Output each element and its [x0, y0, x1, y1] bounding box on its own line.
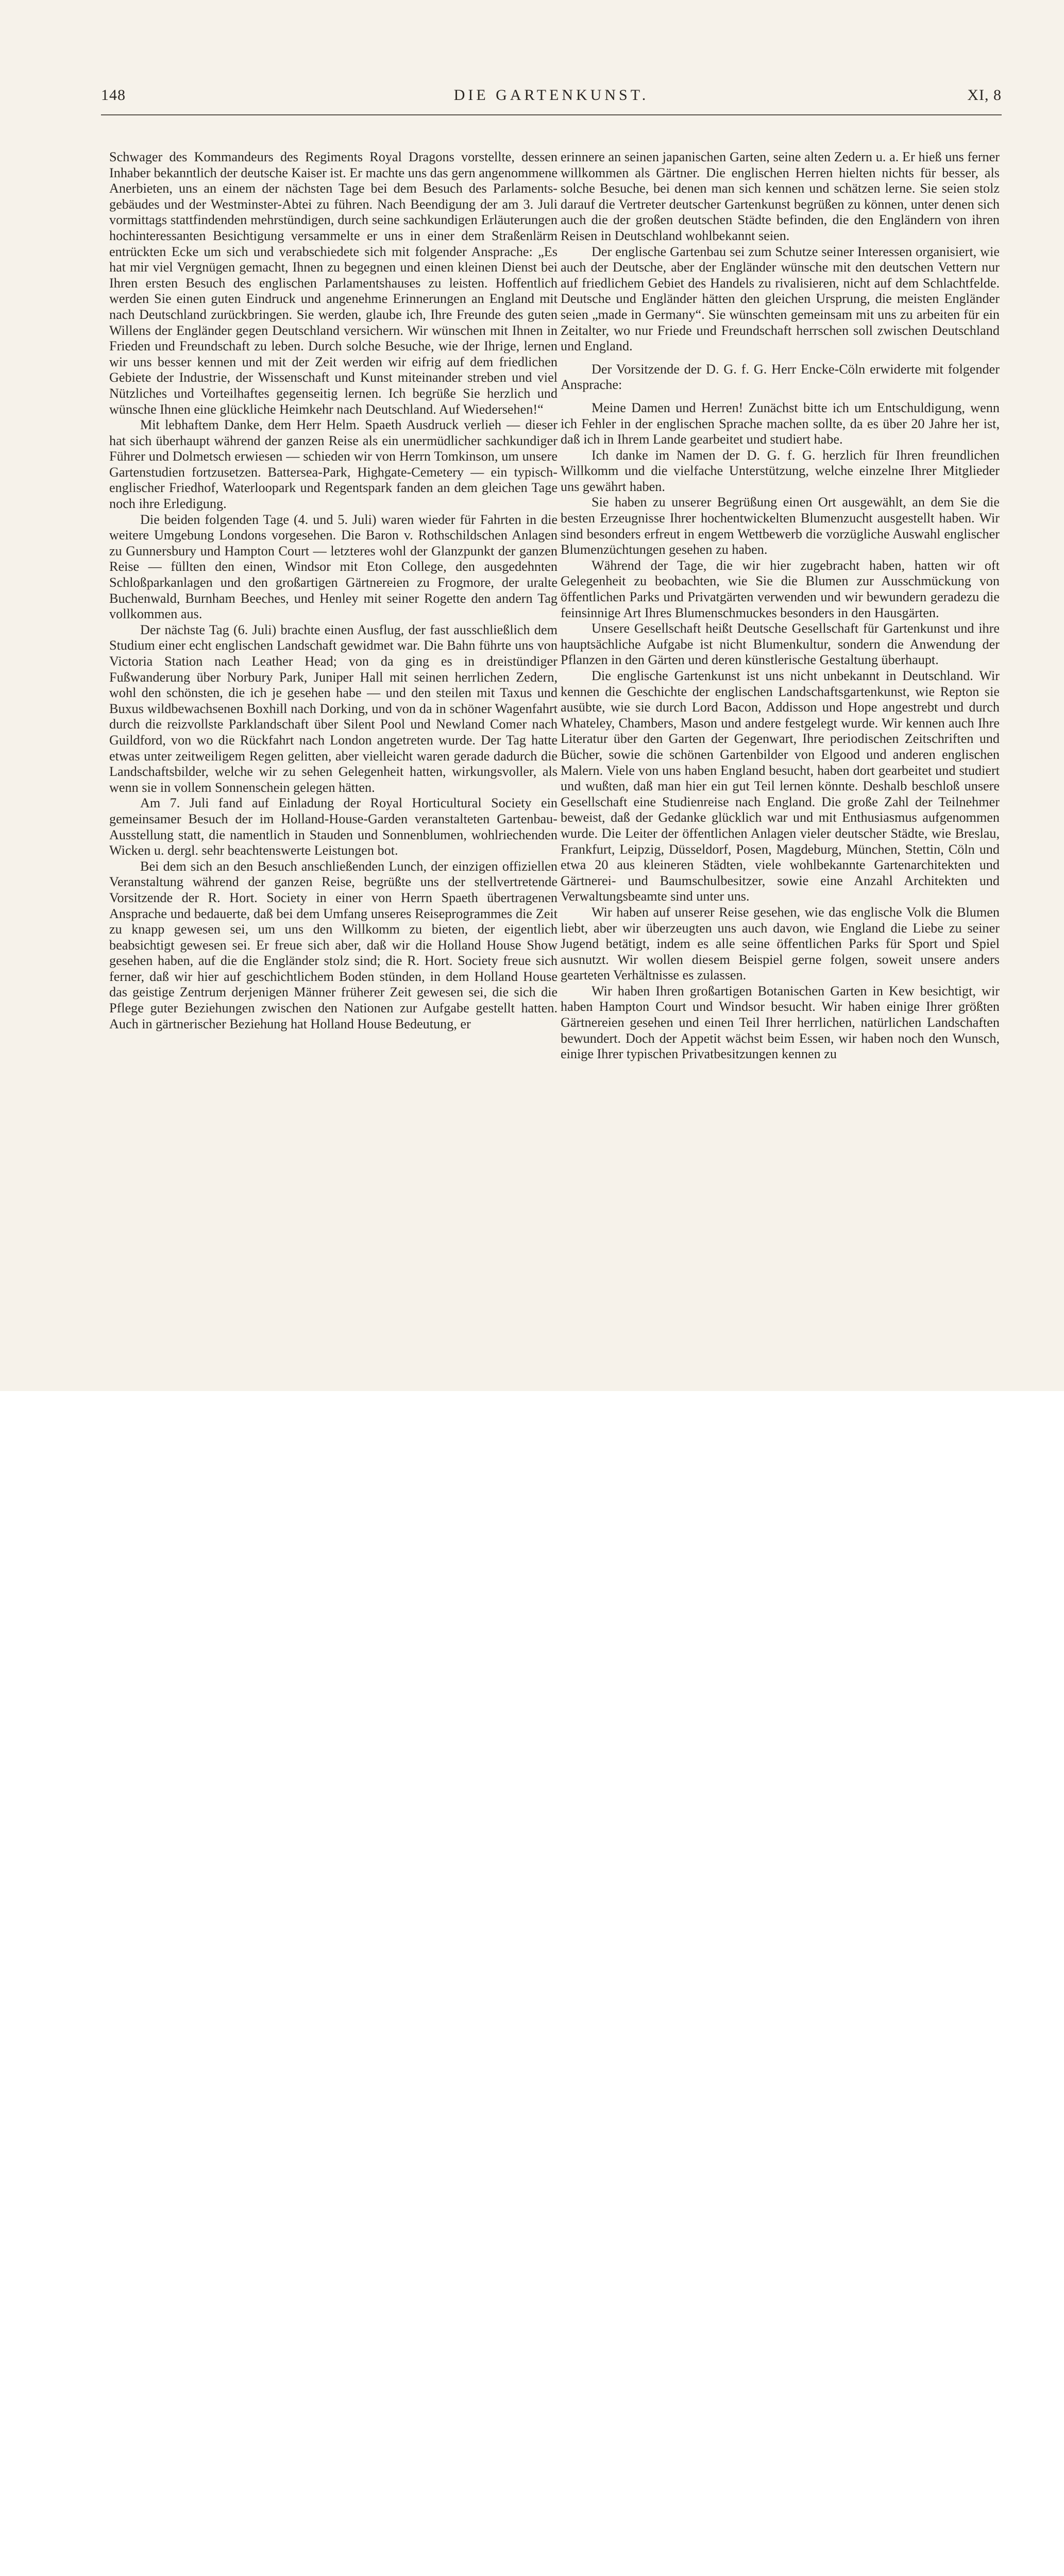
left-column: [109, 149, 558, 1032]
paragraph: Am 7. Juli fand auf Einladung der Royal Horticultural Society ein gemeinsamer Besuch der im Holland-House-Garden veranstalteten Gartenbau-Ausstellung statt, die namentlich in Stauden und Sonnenblumen, wohlriechenden Wicken u. dergl. sehr beachtenswerte Leistungen bot.: [109, 795, 558, 858]
issue-number: XI, 8: [967, 87, 1002, 104]
page-number: 148: [101, 87, 126, 104]
paragraph: Mit lebhaftem Danke, dem Herr Helm. Spaeth Ausdruck verlieh — dieser hat sich überhaupt während der ganzen Reise als ein unermüdlicher sachkundiger Führer und Dolmetsch erwiesen — schieden wir von Herrn Tomkinson, um unsere Gartenstudien fortzusetzen. Battersea-Park, Highgate-Cemetery — ein typisch-englischer Friedhof, Waterloopark und Regentspark fanden an dem gleichen Tage noch ihre Erledigung.: [109, 417, 558, 512]
right-column: [561, 149, 1000, 1062]
paragraph: Die beiden folgenden Tage (4. und 5. Juli) waren wieder für Fahrten in die weitere Umgebung Londons vorgesehen. Die Baron v. Rothschildschen Anlagen zu Gunnersbury und Hampton Court — letzteres wohl der Glanzpunkt der ganzen Reise — füllten den einen, Windsor mit Eton College, den ausgedehnten Schloßparkanlagen und den großartigen Gärtnereien zu Frogmore, der uralte Buchenwald, Burnham Beeches, und Henley mit seiner Rogette den andern Tag vollkommen aus.: [109, 512, 558, 622]
paragraph: Unsere Gesellschaft heißt Deutsche Gesellschaft für Gartenkunst und ihre hauptsächliche Aufgabe ist nicht Blumenkultur, sondern die Anwendung der Pflanzen in den Gärten und deren künstlerische Gestaltung überhaupt.: [561, 621, 1000, 668]
paragraph: Sie haben zu unserer Begrüßung einen Ort ausgewählt, an dem Sie die besten Erzeugnisse Ihrer hochentwickelten Blumenzucht ausgestellt haben. Wir sind besonders erfreut in engem Wettbewerb die vorzügliche Auswahl englischer Blumenzüchtungen gesehen zu haben.: [561, 495, 1000, 557]
paragraph: Der Vorsitzende der D. G. f. G. Herr Encke-Cöln erwiderte mit folgender Ansprache:: [561, 361, 1000, 393]
paragraph: Die englische Gartenkunst ist uns nicht unbekannt in Deutschland. Wir kennen die Geschichte der englischen Landschaftsgartenkunst, wie Repton sie ausübte, wie sie durch Lord Bacon, Addisson und Hope angestrebt und durch Whateley, Chambers, Mason und andere festgelegt wurde. Wir kennen auch Ihre Literatur über den Garten der Gegenwart, Ihre periodischen Zeitschriften und Bücher, sowie die schönen Gartenbilder von Elgood und anderen englischen Malern. Viele von uns haben England besucht, haben dort gearbeitet und studiert und wußten, daß man hier ein gut Teil lernen könnte. Deshalb beschloß unsere Gesellschaft eine Studienreise nach England. Die große Zahl der Teilnehmer beweist, daß der Gedanke glücklich war und mit Enthusiasmus aufgenommen wurde. Die Leiter der öffentlichen Anlagen vieler deutscher Städte, wie Breslau, Frankfurt, Leipzig, Düsseldorf, Posen, Magdeburg, München, Stettin, Cöln und etwa 20 aus kleineren Städten, viele wohlbekannte Gartenarchitekten und Gärtnerei- und Baumschulbesitzer, sowie eine Anzahl Architekten und Verwaltungsbeamte sind unter uns.: [561, 668, 1000, 904]
paragraph: erinnere an seinen japanischen Garten, seine alten Zedern u. a. Er hieß uns ferner willkommen als Gärtner. Die englischen Herren hielten nichts für besser, als solche Besuche, bei denen man sich kennen und schätzen lerne. Sie seien stolz darauf die Vertreter deutscher Gartenkunst begrüßen zu können, unter denen sich auch die der großen deutschen Städte befinden, die den Engländern von ihren Reisen in Deutschland wohlbekannt seien.: [561, 149, 1000, 243]
paragraph: Wir haben Ihren großartigen Botanischen Garten in Kew besichtigt, wir haben Hampton Court und Windsor besucht. Wir haben einige Ihrer größten Gärtnereien gesehen und einen Teil Ihrer herrlichen, natürlichen Landschaften bewundert. Doch der Appetit wächst beim Essen, wir haben noch den Wunsch, einige Ihrer typischen Privatbesitzungen kennen zu: [561, 983, 1000, 1062]
paragraph: Schwager des Kommandeurs des Regiments Royal Dragons vorstellte, dessen Inhaber bekanntlich der deutsche Kaiser ist. Er machte uns das gern angenommene Anerbieten, uns an einem der nächsten Tage bei dem Besuch des Parlamentsgebäudes und der Westminster-Abtei zu führen. Nach Beendigung der am 3. Juli vormittags stattfindenden mehrstündigen, durch seine sachkundigen Erläuterungen hochinteressanten Besichtigung versammelte er uns in einer dem Straßenlärm entrückten Ecke um sich und verabschiedete sich mit folgender Ansprache: „Es hat mir viel Vergnügen gemacht, Ihnen zu begegnen und einen kleinen Dienst bei Ihren ersten Besuch des englischen Parlamentshauses zu leisten. Hoffentlich werden Sie einen guten Eindruck und angenehme Erinnerungen an England mit nach Deutschland zurückbringen. Sie werden, glaube ich, Ihre Freunde des guten Willens der Engländer gegen Deutschland versichern. Wir wünschen mit Ihnen in Frieden und Freundschaft zu leben. Durch solche Besuche, wie der Ihrige, lernen wir uns besser kennen und mit der Zeit werden wir eifrig auf dem friedlichen Gebiete der Industrie, der Wissenschaft und Kunst miteinander streben und viel Nützliches und Vorteilhaftes gegenseitig lernen. Ich begrüße Sie herzlich und wünsche Ihnen eine glückliche Heimkehr nach Deutschland. Auf Wiedersehen!“: [109, 149, 558, 417]
paragraph: Während der Tage, die wir hier zugebracht haben, hatten wir oft Gelegenheit zu beobachten, wie Sie die Blumen zur Ausschmückung von öffentlichen Parks und Privatgärten verwenden und wir bewundern geradezu die feinsinnige Art Ihres Blumenschmuckes besonders in den Hausgärten.: [561, 557, 1000, 620]
paragraph: Meine Damen und Herren! Zunächst bitte ich um Entschuldigung, wenn ich Fehler in der englischen Sprache machen sollte, da es über 20 Jahre her ist, daß ich in Ihrem Lande gearbeitet und studiert habe.: [561, 400, 1000, 447]
paragraph: Der nächste Tag (6. Juli) brachte einen Ausflug, der fast ausschließlich dem Studium einer echt englischen Landschaft gewidmet war. Die Bahn führte uns von Victoria Station nach Leather Head; von da ging es in dreistündiger Fußwanderung über Norbury Park, Juniper Hall mit seinen herrlichen Zedern, wohl den schönsten, die ich je gesehen habe — und den steilen mit Taxus und Buxus wildbewachsenen Boxhill nach Dorking, und von da in schöner Wagenfahrt durch die reizvollste Parklandschaft über Silent Pool und Newland Comer nach Guildford, von wo die Rückfahrt nach London angetreten wurde. Der Tag hatte etwas unter zeitweiligem Regen gelitten, aber vielleicht waren gerade dadurch die Landschaftsbilder, welche wir zu sehen Gelegenheit hatten, wirkungsvoller, als wenn sie in vollem Sonnenschein gelegen hätten.: [109, 622, 558, 795]
paragraph: Ich danke im Namen der D. G. f. G. herzlich für Ihren freundlichen Willkomm und die vielfache Unterstützung, welche einzelne Ihrer Mitglieder uns gewährt haben.: [561, 447, 1000, 494]
paragraph: Der englische Gartenbau sei zum Schutze seiner Interessen organisiert, wie auch der Deutsche, aber der Engländer wünsche mit den deutschen Vettern nur auf friedlichem Gebiet des Handels zu rivalisieren, nicht auf dem Schlachtfelde. Deutsche und Engländer hätten den gleichen Ursprung, die meisten Engländer seien „made in Germany“. Sie wünschten gemeinsam mit uns zu arbeiten für ein Zeitalter, wo nur Friede und Freundschaft herrschen soll zwischen Deutschland und England.: [561, 244, 1000, 354]
journal-title: DIE GARTENKUNST.: [453, 87, 649, 104]
paragraph: Bei dem sich an den Besuch anschließenden Lunch, der einzigen offiziellen Veranstaltung während der ganzen Reise, begrüßte uns der stellvertretende Vorsitzende der R. Hort. Society in einer von Herrn Spaeth übertragenen Ansprache und bedauerte, daß bei dem Umfang unseres Reiseprogrammes die Zeit zu knapp gewesen sei, um uns den Willkomm zu bieten, der eigentlich beabsichtigt gewesen sei. Er freue sich aber, daß wir die Holland House Show gesehen haben, auf die die Engländer stolz sind; die R. Hort. Society freue sich ferner, daß wir hier auf geschichtlichem Boden stünden, in dem Holland House das geistige Zentrum derjenigen Männer früherer Zeit gewesen sei, die sich die Pflege guter Beziehungen zwischen den Nationen zur Aufgabe gestellt hatten. Auch in gärtnerischer Beziehung hat Holland House Bedeutung, er: [109, 858, 558, 1031]
footer-bar: [0, 1391, 1064, 1483]
header-rule: [101, 114, 1002, 115]
paragraph: Wir haben auf unserer Reise gesehen, wie das englische Volk die Blumen liebt, aber wir überzeugten uns auch davon, wie England die Liebe zu seiner Jugend betätigt, indem es alle seine öffentlichen Parks für Sport und Spiel ausnutzt. Wir wollen diesem Beispiel gerne folgen, soweit unsere anders gearteten Verhältnisse es zulassen.: [561, 904, 1000, 983]
page-header: [101, 87, 1002, 112]
